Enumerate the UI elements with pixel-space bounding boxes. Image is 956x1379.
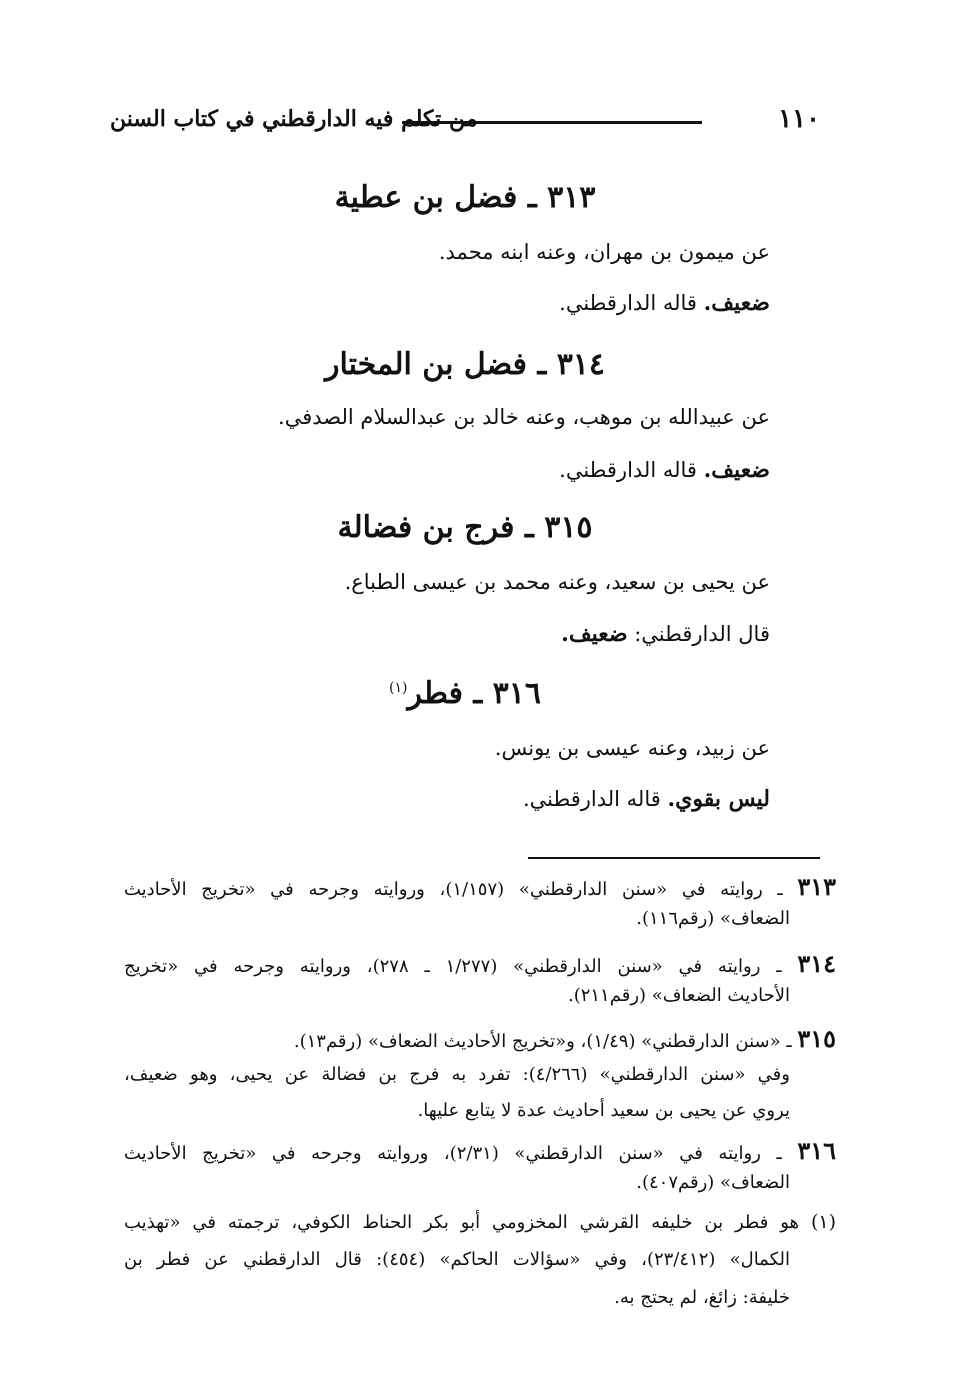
entry-title: ٣١٤ ـ فضل بن المختار	[324, 347, 606, 382]
page-number: ١١٠	[778, 104, 820, 134]
verdict: ضعيف.	[561, 621, 628, 647]
entry-name: فطر	[407, 676, 463, 711]
footnote-line: الأحاديث الضعاف» (رقم٢١١).	[567, 985, 790, 1006]
running-header	[110, 104, 820, 144]
footnote-line: الضعاف» (رقم١١٦).	[636, 908, 790, 929]
entry-name: فرج بن فضالة	[337, 510, 515, 545]
verdict: ضعيف.	[703, 290, 770, 316]
entry-name: فضل بن المختار	[324, 347, 527, 382]
verdict: ليس بقوي.	[667, 786, 770, 812]
entry-title: ٣١٣ ـ فضل بن عطية	[334, 180, 596, 215]
footnote-line: الضعاف» (رقم٤٠٧).	[636, 1172, 790, 1193]
footnote-line: الكمال» (٢٣/٤١٢)، وفي «سؤالات الحاكم» (٤٥٤): قال الدارقطني عن فطر بن	[124, 1249, 791, 1270]
footnote-marker[interactable]: (١)	[388, 680, 408, 696]
footnote-number: ٣١٦	[797, 1136, 836, 1165]
entry-number: ٣١٤	[556, 347, 606, 382]
entry-verdict-line: قال الدارقطني: ضعيف.	[561, 621, 770, 647]
footnote-line: وفي «سنن الدارقطني» (٤/٢٦٦): تفرد به فرج بن فضالة عن يحيى، وهو ضعيف،	[124, 1064, 790, 1085]
entry-name: فضل بن عطية	[334, 180, 518, 215]
entry-text-line: عن عبيدالله بن موهب، وعنه خالد بن عبدالسلام الصدفي.	[278, 405, 770, 429]
footnote-line: ٣١٣ ـ روايته في «سنن الدارقطني» (١/١٥٧)، وروايته وجرحه في «تخريج الأحاديث	[124, 872, 836, 901]
footnote-separator	[528, 857, 820, 859]
entry-number: ٣١٥	[544, 510, 593, 545]
running-title: من تكلم فيه الدارقطني في كتاب السنن	[110, 106, 478, 132]
verdict: ضعيف.	[703, 457, 770, 483]
footnote-line: (١) هو فطر بن خليفه القرشي المخزومي أبو بكر الحناط الكوفي، ترجمته في «تهذيب	[124, 1211, 836, 1233]
footnote-number: ٣١٣	[797, 872, 836, 901]
entry-text-line: عن يحيى بن سعيد، وعنه محمد بن عيسى الطباع.	[344, 570, 770, 594]
footnote-line: ٣١٥ ـ «سنن الدارقطني» (١/٤٩)، و«تخريج الأحاديث الضعاف» (رقم١٣).	[293, 1024, 836, 1053]
entry-title: ٣١٦ ـ فطر$^{(١)}$	[388, 676, 541, 711]
footnote-line: ٣١٤ ـ روايته في «سنن الدارقطني» (١/٢٧٧ ـ ٢٧٨)، وروايته وجرحه في «تخريج	[124, 949, 836, 978]
footnote-number: ٣١٤	[797, 949, 836, 978]
entry-text-line: عن ميمون بن مهران، وعنه ابنه محمد.	[438, 240, 770, 264]
footnote-line: ٣١٦ ـ روايته في «سنن الدارقطني» (٢/٣١)، وروايته وجرحه في «تخريج الأحاديث	[124, 1136, 836, 1165]
entry-number: ٣١٦	[492, 676, 541, 711]
entry-title: ٣١٥ ـ فرج بن فضالة	[337, 510, 593, 545]
footnote-number: ٣١٥	[797, 1024, 836, 1053]
entry-verdict-line: ضعيف. قاله الدارقطني.	[559, 457, 770, 483]
entry-text-line: عن زبيد، وعنه عيسى بن يونس.	[494, 736, 770, 760]
entry-verdict-line: ضعيف. قاله الدارقطني.	[559, 290, 770, 316]
footnote-line: خليفة: زائغ، لم يحتج به.	[614, 1287, 790, 1308]
entry-number: ٣١٣	[547, 180, 596, 215]
footnote-number: (١)	[810, 1211, 836, 1233]
footnote-line: يروي عن يحيى بن سعيد أحاديث عدة لا يتابع عليها.	[417, 1100, 790, 1121]
entry-verdict-line: ليس بقوي. قاله الدارقطني.	[522, 786, 770, 812]
